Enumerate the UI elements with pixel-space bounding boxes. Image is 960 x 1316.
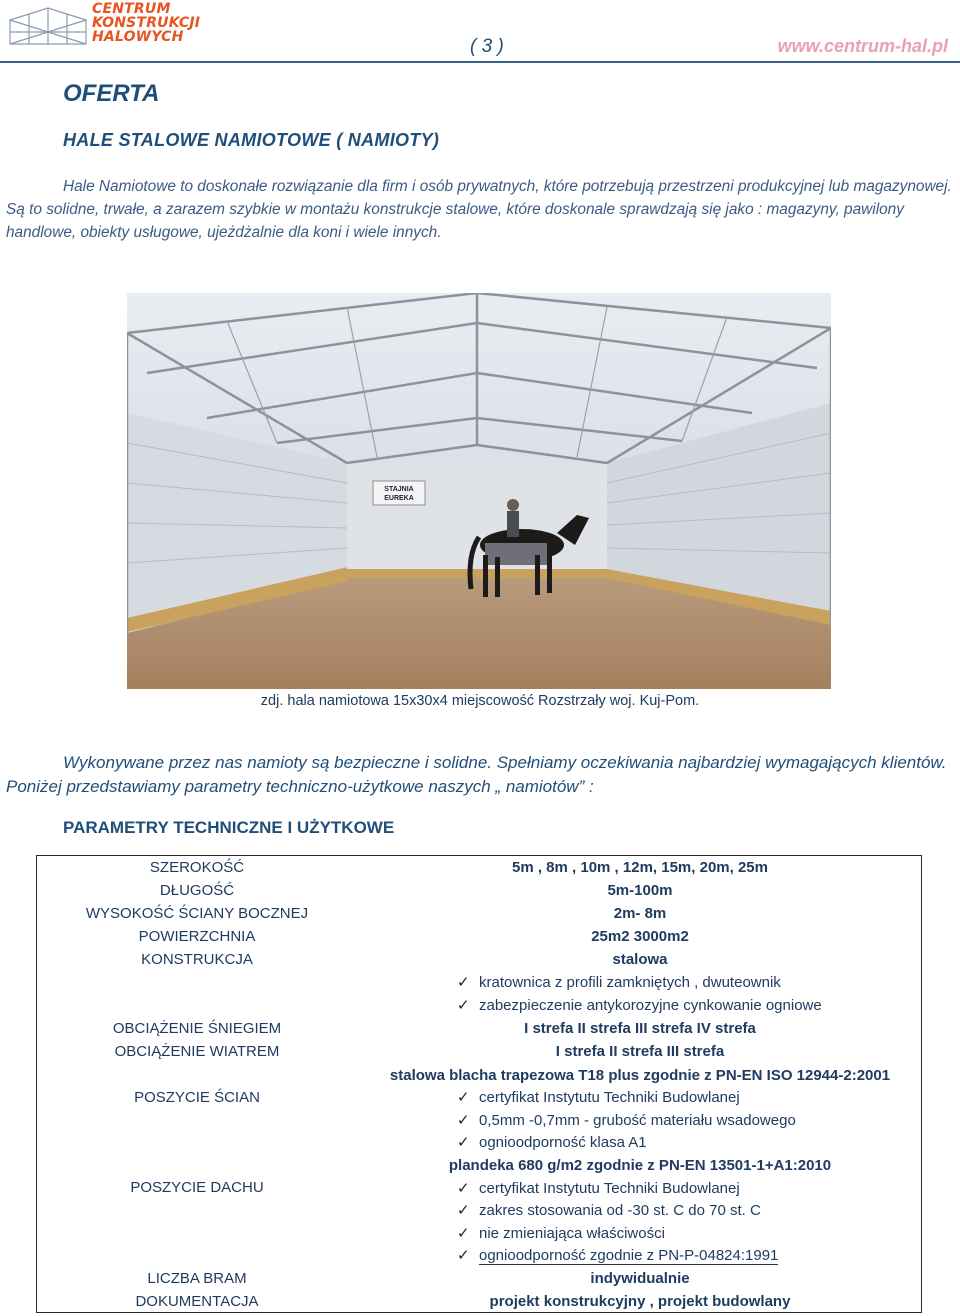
logo-line-2: KONSTRUKCJI xyxy=(92,15,201,31)
value-wind-load: I strefa II strefa III strefa xyxy=(555,1043,725,1060)
value-documentation: projekt konstrukcyjny , projekt budowlany xyxy=(489,1293,791,1310)
specifications-table xyxy=(36,855,922,1313)
construction-bullet: ✓ kratownica z profili zamkniętych , dwuteownik xyxy=(457,974,781,991)
roof-bullet: ✓ ognioodporność zgodnie z PN-P-04824:1991 xyxy=(457,1247,779,1264)
photo-caption: zdj. hala namiotowa 15x30x4 miejscowość Rozstrzały woj. Kuj-Pom. xyxy=(260,693,700,709)
page-number: ( 3 ) xyxy=(470,36,504,57)
label-snow-load: OBCIĄŻENIE ŚNIEGIEM xyxy=(112,1020,282,1037)
value-wall-height: 2m- 8m xyxy=(613,905,667,922)
value-construction: stalowa xyxy=(612,951,668,968)
page-title: OFERTA xyxy=(63,80,160,107)
page-header xyxy=(0,0,960,60)
checkmark-icon: ✓ xyxy=(457,1202,470,1219)
checkmark-icon: ✓ xyxy=(457,1180,470,1197)
label-length: DŁUGOŚĆ xyxy=(159,882,235,899)
logo-line-1: CENTRUM xyxy=(92,1,171,17)
website-link[interactable]: www.centrum-hal.pl xyxy=(777,36,948,56)
label-width: SZEROKOŚĆ xyxy=(149,859,245,876)
roof-bullet: ✓ nie zmieniająca właściwości xyxy=(457,1225,665,1242)
section-subtitle: HALE STALOWE NAMIOTOWE ( NAMIOTY) xyxy=(63,130,440,150)
stable-sign-line-2: EUREKA xyxy=(384,495,414,502)
logo-line-3: HALOWYCH xyxy=(92,29,184,45)
checkmark-icon: ✓ xyxy=(457,1247,470,1264)
checkmark-icon: ✓ xyxy=(457,974,470,991)
label-roof-cladding: POSZYCIE DACHU xyxy=(130,1179,264,1196)
intro-paragraph: Hale Namiotowe to doskonałe rozwiązanie dla firm i osób prywatnych, które potrzebują przestrzeni produkcyjnej lub magazynowej. Są to solidne, trwałe, a zarazem szybkie w montażu konstrukcje stalowe, które doskonale sprawdzają się jako : magazyny, pawilony handlowe, obiekty usługowe, ujeżdżalnie dla koni i wiele innych. xyxy=(6,178,952,241)
offer-paragraph: Wykonywane przez nas namioty są bezpieczne i solidne. Spełniamy oczekiwania najbardziej wymagających klientów. Poniżej przedstawiamy parametry techniczno-użytkowe naszych „ namiotów” : xyxy=(6,753,947,796)
checkmark-icon: ✓ xyxy=(457,1112,470,1129)
value-wall-cladding: stalowa blacha trapezowa T18 plus zgodnie z PN-EN ISO 12944-2:2001 xyxy=(389,1067,891,1084)
label-documentation: DOKUMENTACJA xyxy=(135,1293,259,1310)
value-length: 5m-100m xyxy=(607,882,673,899)
parameters-heading: PARAMETRY TECHNICZNE I UŻYTKOWE xyxy=(63,818,395,837)
roof-bullet: ✓ certyfikat Instytutu Techniki Budowlanej xyxy=(457,1180,740,1197)
wall-bullet: ✓ ognioodporność klasa A1 xyxy=(457,1134,647,1151)
label-gates: LICZBA BRAM xyxy=(147,1270,247,1287)
checkmark-icon: ✓ xyxy=(457,997,470,1014)
construction-bullet: ✓ zabezpieczenie antykorozyjne cynkowanie ogniowe xyxy=(457,997,822,1014)
value-roof-cladding: plandeka 680 g/m2 zgodnie z PN-EN 13501-1+A1:2010 xyxy=(448,1157,832,1174)
tent-hall-photo xyxy=(127,293,831,689)
roof-bullet: ✓ zakres stosowania od -30 st. C do 70 st. C xyxy=(457,1202,761,1219)
label-wall-height: WYSOKOŚĆ ŚCIANY BOCZNEJ xyxy=(85,905,309,922)
label-construction: KONSTRUKCJA xyxy=(141,951,253,968)
value-area: 25m2 3000m2 xyxy=(591,928,689,945)
value-width: 5m , 8m , 10m , 12m, 15m, 20m, 25m xyxy=(512,859,768,876)
label-wind-load: OBCIĄŻENIE WIATREM xyxy=(114,1043,280,1060)
wall-bullet: ✓ 0,5mm -0,7mm - grubość materiału wsadowego xyxy=(457,1112,796,1129)
label-wall-cladding: POSZYCIE ŚCIAN xyxy=(134,1089,260,1106)
header-divider xyxy=(0,61,960,63)
wall-bullet: ✓ certyfikat Instytutu Techniki Budowlanej xyxy=(457,1089,740,1106)
checkmark-icon: ✓ xyxy=(457,1225,470,1242)
value-snow-load: I strefa II strefa III strefa IV strefa xyxy=(524,1020,756,1037)
checkmark-icon: ✓ xyxy=(457,1134,470,1151)
value-gates: indywidualnie xyxy=(590,1270,690,1287)
logo-wordmark xyxy=(92,2,232,44)
checkmark-icon: ✓ xyxy=(457,1089,470,1106)
stable-sign-line-1: STAJNIA xyxy=(384,486,414,493)
label-area: POWIERZCHNIA xyxy=(138,928,256,945)
